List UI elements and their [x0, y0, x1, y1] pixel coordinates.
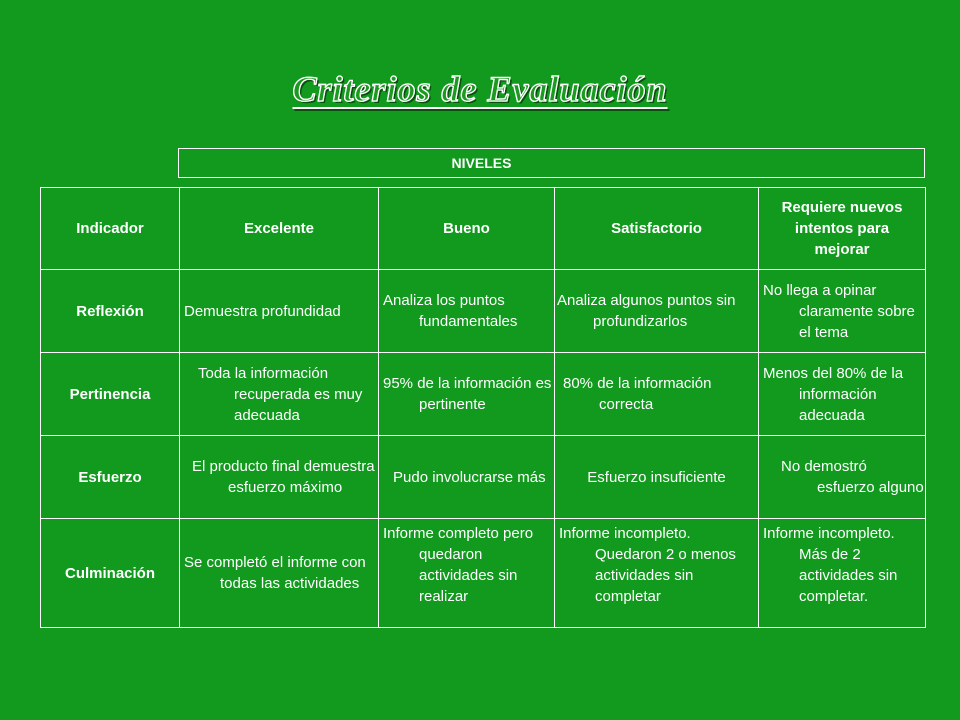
- niveles-header: [178, 148, 925, 178]
- cell-satisfactorio: Analiza algunos puntos sin profundizarlos: [555, 270, 759, 353]
- niveles-label: NIVELES: [451, 155, 512, 171]
- header-requiere: Requiere nuevos intentos para mejorar: [759, 188, 926, 270]
- cell-excelente: Se completó el informe con todas las actividades: [180, 519, 379, 628]
- cell-requiere: No demostró esfuerzo alguno: [759, 436, 926, 519]
- row-indicador: Culminación: [41, 519, 180, 628]
- evaluation-table: [40, 187, 926, 628]
- cell-excelente: El producto final demuestra esfuerzo máximo: [180, 436, 379, 519]
- cell-excelente: Demuestra profundidad: [180, 270, 379, 353]
- cell-satisfactorio: Informe incompleto. Quedaron 2 o menos actividades sin completar: [555, 519, 759, 628]
- cell-bueno: Informe completo pero quedaron actividades sin realizar: [379, 519, 555, 628]
- table-header-row: [41, 188, 926, 270]
- header-satisfactorio: Satisfactorio: [555, 188, 759, 270]
- header-indicador: Indicador: [41, 188, 180, 270]
- cell-requiere: No llega a opinar claramente sobre el tema: [759, 270, 926, 353]
- table-row: [41, 436, 926, 519]
- cell-excelente: Toda la información recuperada es muy adecuada: [180, 353, 379, 436]
- row-indicador: Reflexión: [41, 270, 180, 353]
- page-title: Criterios de Evaluación: [292, 69, 668, 109]
- row-indicador: Pertinencia: [41, 353, 180, 436]
- cell-bueno: Pudo involucrarse más: [379, 436, 555, 519]
- cell-satisfactorio: Esfuerzo insuficiente: [555, 436, 759, 519]
- row-indicador: Esfuerzo: [41, 436, 180, 519]
- table-row: [41, 353, 926, 436]
- cell-bueno: Analiza los puntos fundamentales: [379, 270, 555, 353]
- table-row: [41, 270, 926, 353]
- table-row: [41, 519, 926, 628]
- cell-satisfactorio: 80% de la información correcta: [555, 353, 759, 436]
- cell-requiere: Menos del 80% de la información adecuada: [759, 353, 926, 436]
- cell-requiere: Informe incompleto. Más de 2 actividades sin completar.: [759, 519, 926, 628]
- header-excelente: Excelente: [180, 188, 379, 270]
- cell-bueno: 95% de la información es pertinente: [379, 353, 555, 436]
- header-bueno: Bueno: [379, 188, 555, 270]
